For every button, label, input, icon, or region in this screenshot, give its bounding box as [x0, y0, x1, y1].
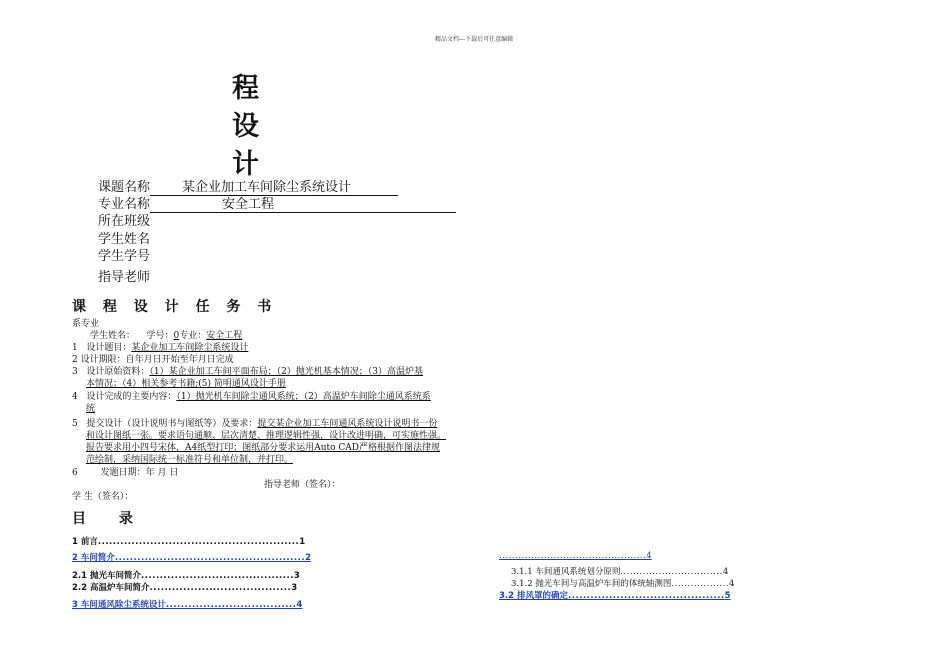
cover-field-id [98, 245, 150, 264]
item-value: 提交某企业加工车间通风系统设计说明书一份 [257, 419, 438, 429]
task-item-5-cont-3: 范绘制，采纳国际统一标准符号和单位制，并打印。 [86, 455, 294, 465]
toc-entry-link[interactable] [499, 589, 731, 601]
cover-field-value: 某企业加工车间除尘系统设计 [150, 176, 398, 196]
toc-title: 目 录 [72, 511, 147, 527]
toc-entry-page: 4 [646, 551, 652, 561]
toc-leader: ................................... [165, 600, 297, 610]
item-label: 提交设计（设计说明书与图纸等）及要求： [86, 419, 258, 429]
task-item-3-cont: 本情况；（4）相关参考书籍;(5) 简明通风设计手册 [86, 379, 286, 389]
student-id-label: 学号： [146, 331, 174, 341]
toc-entry-page: 4 [728, 579, 735, 589]
toc-entry-page: 2 [305, 553, 311, 563]
task-item-5-cont-2: 报告要求用小四号宋体，A4纸型打印；图纸部分要求运用Auto CAD严格根据作图法律规 [86, 443, 441, 453]
item-number: 4 [72, 392, 78, 402]
toc-leader: ................................................... [114, 553, 306, 563]
item-number: 3 [72, 367, 78, 377]
item-number: 5 [72, 419, 78, 429]
toc-entry-text: 2.1 抛光车间简介 [72, 571, 142, 581]
task-item-3 [72, 366, 423, 378]
advisor-signature: 指导老师（签名）： [264, 480, 341, 490]
toc-entry-text: 3.1.2 抛光车间与高温炉车间的体统轴测图 [511, 579, 672, 589]
cover-field-class [98, 210, 150, 229]
item-value: （1）某企业加工车间平面布局；（2）抛光机基本情况；（3）高温炉基 [149, 367, 424, 377]
task-item-1 [72, 342, 248, 354]
task-item-4 [72, 391, 431, 403]
toc-entry-link[interactable] [72, 551, 311, 563]
cover-title-char-3: 计 [232, 149, 260, 180]
toc-entry-page: 4 [296, 600, 303, 610]
toc-entry-text: 3.2 排风罩的确定 [499, 591, 569, 601]
toc-entry[interactable] [72, 581, 297, 593]
toc-entry-link[interactable] [499, 551, 652, 561]
cover-field-label: 学生姓名 [98, 232, 151, 247]
item-value: 某企业加工车间除尘系统设计 [131, 343, 249, 353]
toc-entry-text: 1 前言 [72, 537, 98, 547]
cover-field-label: 所在班级 [98, 214, 151, 229]
student-name-label: 学生姓名： [90, 331, 136, 341]
toc-entry-text: 2 车间简介 [72, 553, 115, 563]
toc-leader: .................. [671, 579, 729, 589]
student-signature: 学 生（签名）： [72, 492, 134, 502]
item-number: 2 [72, 355, 78, 365]
task-item-5 [72, 418, 437, 430]
task-student-line [90, 330, 242, 342]
toc-entry-text: 3.1.1 车间通风系统划分原则 [511, 567, 621, 577]
student-major-label: 专业： [179, 331, 207, 341]
toc-leader: .......................................... [568, 591, 725, 601]
student-id-value: 0 [173, 331, 180, 341]
task-item-6 [72, 467, 178, 479]
toc-entry[interactable] [72, 569, 300, 581]
cover-field-label: 指导老师 [98, 270, 151, 285]
task-dept: 系专业 [72, 319, 100, 329]
item-number: 6 [72, 468, 78, 478]
item-label: 设计完成的主要内容： [86, 392, 177, 402]
cover-field-label: 学生学号 [98, 249, 151, 264]
task-title: 课 程 设 计 任 务 书 [72, 299, 278, 315]
cover-title-char-1: 程 [232, 73, 260, 104]
student-major-value: 安全工程 [206, 331, 243, 341]
toc-entry-text: 2.2 高温炉车间简介 [72, 583, 150, 593]
cover-field-advisor [98, 266, 150, 285]
item-value: （1）抛光机车间除尘通风系统；（2）高温炉车间除尘通风系统系 [176, 392, 431, 402]
cover-field-value: 安全工程 [150, 193, 456, 213]
toc-entry[interactable] [72, 535, 305, 547]
toc-entry[interactable] [511, 577, 734, 589]
toc-entry-page: 3 [293, 571, 300, 581]
item-number: 1 [72, 343, 78, 353]
toc-entry-page: 1 [299, 537, 306, 547]
task-item-4-cont: 统 [86, 404, 96, 414]
item-text: 设计期限：自年月日开始至年月日完成 [80, 355, 234, 365]
toc-entry-page: 5 [724, 591, 731, 601]
cover-title-char-2: 设 [232, 111, 260, 142]
toc-entry-link[interactable] [72, 598, 302, 610]
toc-leader: .............................................. [499, 551, 647, 561]
toc-leader: ...................................... [149, 583, 292, 593]
toc-leader: ................................ [620, 567, 723, 577]
cover-field-label: 专业名称 [98, 197, 151, 212]
cover-field-major [98, 193, 456, 213]
item-label: 设计题目： [86, 343, 132, 353]
toc-entry-page: 4 [722, 567, 729, 577]
cover-field-label: 课题名称 [98, 180, 151, 195]
toc-leader: ......................................... [141, 571, 294, 581]
toc-entry-text: 3 车间通风除尘系统设计 [72, 600, 166, 610]
item-text: 发题日期：年 月 日 [100, 468, 179, 478]
toc-entry[interactable] [511, 565, 728, 577]
toc-leader: ...................................................... [97, 537, 300, 547]
header-note: 精品文档---下载后可任意编辑 [435, 36, 514, 43]
task-item-5-cont-1: 和设计图纸一张。要求语句通顺、层次清楚、推理逻辑性强，设计改进明确，可实施性强。 [86, 431, 447, 441]
toc-entry-page: 3 [291, 583, 298, 593]
task-item-2 [72, 354, 234, 366]
item-label: 设计原始资料： [86, 367, 150, 377]
